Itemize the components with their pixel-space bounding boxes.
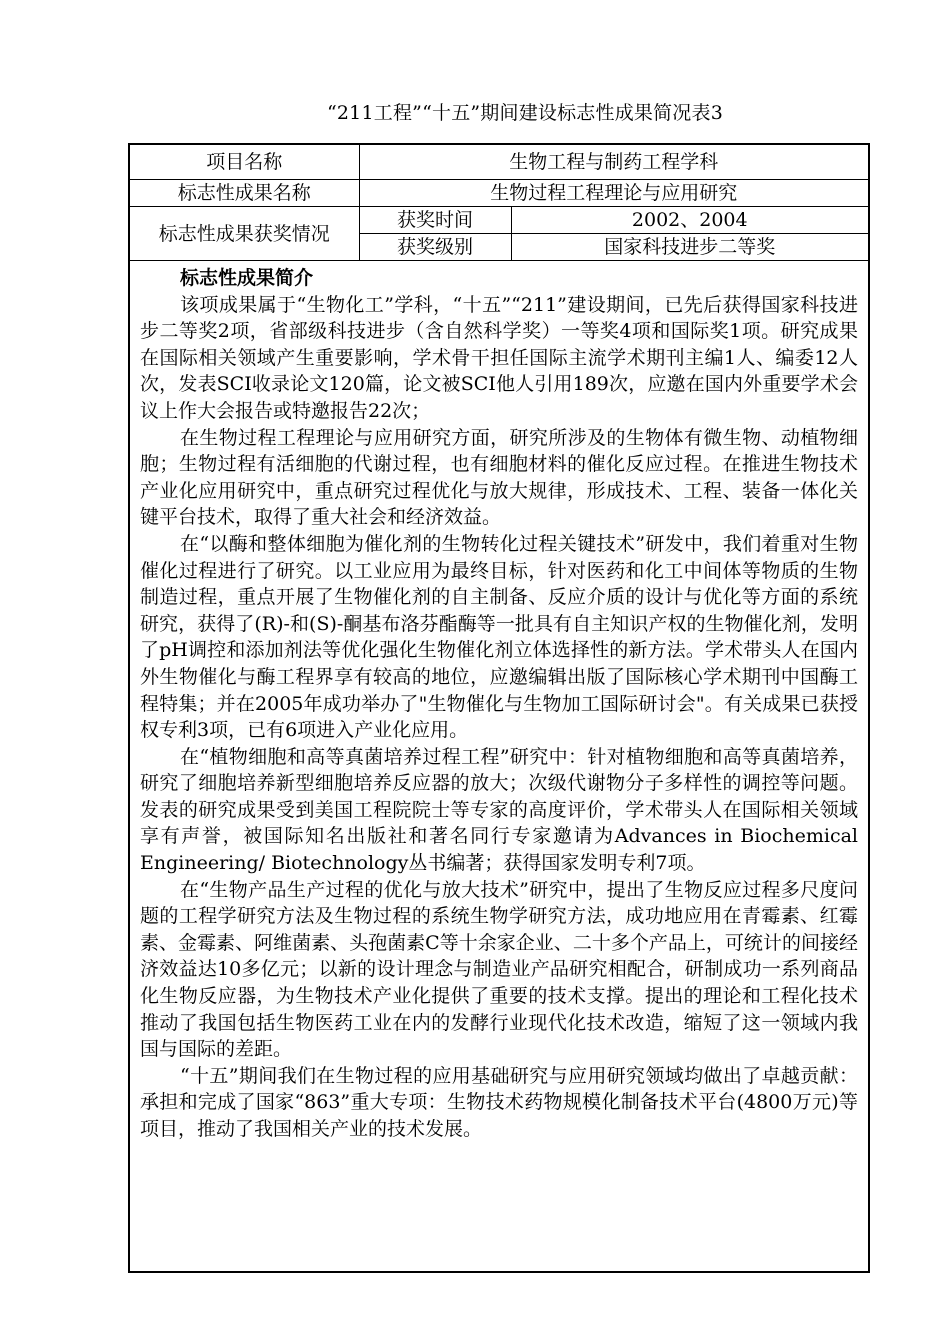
row-project [130, 145, 868, 180]
row-award-time [130, 207, 868, 234]
award-time-label: 获奖时间 [359, 207, 511, 234]
summary-paragraph: 在生物过程工程理论与应用研究方面，研究所涉及的生物体有微生物、动植物细胞；生物过程有活细胞的代谢过程，也有细胞材料的催化反应过程。在推进生物技术产业化应用研究中，重点研究过程优化与放大规律，形成技术、工程、装备一体化关键平台技术，取得了重大社会和经济效益。 [140, 426, 858, 529]
info-table [130, 145, 868, 261]
summary-paragraph: 该项成果属于“生物化工”学科，“十五”“211”建设期间，已先后获得国家科技进步二等奖2项，省部级科技进步（含自然科学奖）一等奖4项和国际奖1项。研究成果在国际相关领域产生重要影响，学术骨干担任国际主流学术期刊主编1人、编委12人次，发表SCI收录论文120篇，论文被SCI他人引用189次，应邀在国内外重要学术会议上作大会报告或特邀报告22次； [140, 293, 858, 422]
award-label: 标志性成果获奖情况 [130, 207, 359, 261]
award-level-value: 国家科技进步二等奖 [511, 234, 868, 261]
summary-paragraph: 在“植物细胞和高等真菌培养过程工程”研究中：针对植物细胞和高等真菌培养，研究了细胞培养新型细胞培养反应器的放大；次级代谢物分子多样性的调控等问题。发表的研究成果受到美国工程院院士等专家的高度评价，学术带头人在国际相关领域享有声誉，被国际知名出版社和著名同行专家邀请为Advances in Biochemical Engineering/ Biotechnology丛书编著；获得国家发明专利7项。 [140, 745, 858, 875]
achievement-value: 生物过程工程理论与应用研究 [359, 180, 868, 207]
summary-paragraph: “十五”期间我们在生物过程的应用基础研究与应用研究领域均做出了卓越贡献：承担和完成了国家“863”重大专项：生物技术药物规模化制备技术平台(4800万元)等项目，推动了我国相关产业的技术发展。 [140, 1064, 858, 1140]
award-level-label: 获奖级别 [359, 234, 511, 261]
achievement-label: 标志性成果名称 [130, 180, 359, 207]
project-value: 生物工程与制药工程学科 [359, 145, 868, 180]
achievement-form [128, 143, 870, 1273]
summary-paragraph: 在“以酶和整体细胞为催化剂的生物转化过程关键技术”研发中，我们着重对生物催化过程进行了研究。以工业应用为最终目标，针对医药和化工中间体等物质的生物制造过程，重点开展了生物催化剂的自主制备、反应介质的设计与优化等方面的系统研究，获得了(R)-和(S)-酮基布洛芬酯酶等一批具有自主知识产权的生物催化剂，发明了pH调控和添加剂法等优化强化生物催化剂立体选择性的新方法。学术带头人在国内外生物催化与酶工程界享有较高的地位，应邀编辑出版了国际核心学术期刊中国酶工程特集；并在2005年成功举办了"生物催化与生物加工国际研讨会"。有关成果已获授权专利3项，已有6项进入产业化应用。 [140, 532, 858, 742]
award-time-value: 2002、2004 [511, 207, 868, 234]
summary-section [130, 261, 868, 1143]
summary-paragraph: 在“生物产品生产过程的优化与放大技术”研究中，提出了生物反应过程多尺度问题的工程学研究方法及生物过程的系统生物学研究方法，成功地应用在青霉素、红霉素、金霉素、阿维菌素、头孢菌素C等十余家企业、二十多个产品上，可统计的间接经济效益达10多亿元；以新的设计理念与制造业产品研究相配合，研制成功一系列商品化生物反应器，为生物技术产业化提供了重要的技术支撑。提出的理论和工程化技术推动了我国包括生物医药工业在内的发酵行业现代化技术改造，缩短了这一领域内我国与国际的差距。 [140, 878, 858, 1061]
project-label: 项目名称 [130, 145, 359, 180]
summary-heading: 标志性成果简介 [180, 267, 314, 289]
row-achievement [130, 180, 868, 207]
document-title: “211工程”“十五”期间建设标志性成果简况表3 [326, 102, 723, 124]
